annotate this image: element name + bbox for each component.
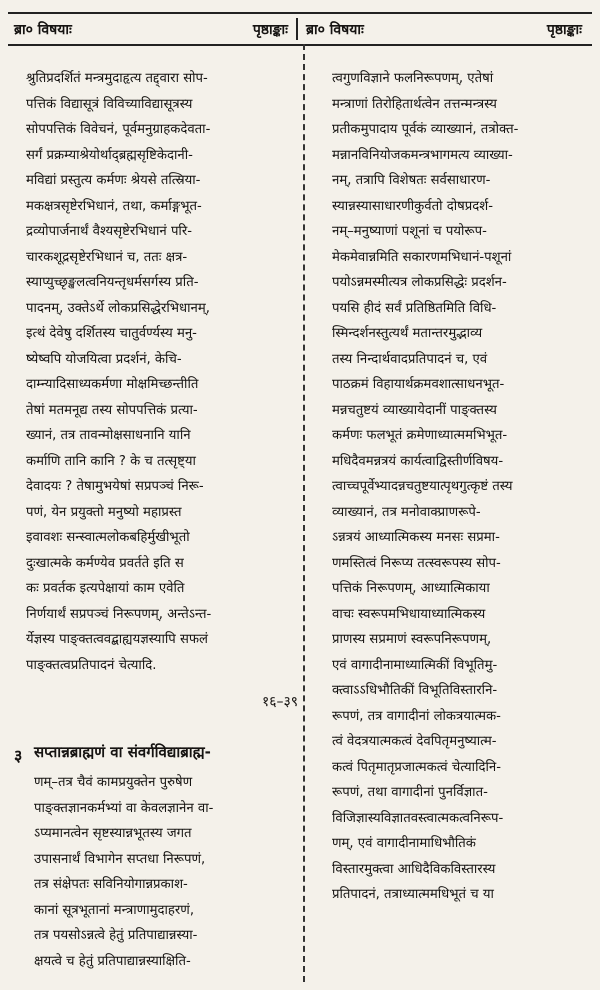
text-line: इत्थं देवेषु दर्शितस्य चातुर्वर्ण्यस्य मनु- [26,326,197,341]
text-line: क्षयत्वे च हेतुं प्रतिपाद्यान्नस्याक्षिति- [34,953,191,969]
entry-body [34,770,272,974]
text-line: निर्णयार्थं सप्रपञ्चं निरूपणम्, अन्तेऽन्त- [26,606,212,622]
text-line: तत्र संक्षेपतः सविनियोगान्नप्रकाश- [34,877,188,892]
text-line: त्वगुणविज्ञाने फलनिरूपणम्, एतेषां [332,71,494,86]
text-line: तेषां मतमनूद्य तस्य सोपपत्तिकं प्रत्या- [26,402,198,418]
text-line: देवादयः ? तेषामुभयेषां सप्रपञ्चं निरू- [26,479,204,494]
text-line: मधिदैवमन्नत्रयं कार्यत्वाद्विस्तीर्णविषय- [332,453,504,469]
text-line: सोपपत्तिकं विवेचनं, पूर्वमनुग्राहकदेवता- [26,122,211,137]
text-line: उपासनार्थं विभागेन सप्तधा निरूपणं, [34,851,206,867]
text-line: द्रव्योपार्जनार्थं वैश्यसृष्टेरभिधानं परि- [26,224,192,239]
text-line: तस्य निन्दार्थवादप्रतिपादनं च, एवं [332,351,488,367]
text-line: मविद्यां प्रस्तुत्य कर्मणः श्रेयसे तत्स्रिया- [26,173,201,188]
page-reference: १६–३९ [261,694,299,710]
text-line: पाठक्रमं विहायार्थक्रमवशात्साधनभूत- [332,377,505,392]
text-line: ऽप्यमानत्वेन सृष्टस्यान्नभूतस्य जगत [34,826,192,841]
text-line: मेकमेवान्नमिति सकारणमभिधानं-पशूनां [332,249,512,265]
text-line: तत्र पयसोऽन्नत्वे हेतुं प्रतिपाद्यान्नस्या- [34,928,198,943]
text-line: सर्गं प्रक्रम्याश्रेयोर्थाद्ब्रह्मसृष्टिकेदानी- [26,147,193,163]
text-line: दुःखात्मके कर्मण्येव प्रवर्तते इति स [26,555,184,571]
entry-title: सप्तान्नब्राह्मणं वा संवर्गविद्याब्राह्म- [34,743,211,761]
header-left-subject: ब्रा० विषयाः [14,21,72,38]
text-line: त्वाच्चपूर्वेभ्यादन्नचतुष्टयात्पृथगुत्कृष्टं तस्य [332,479,513,494]
header-right-subject: ब्रा० विषयाः [306,21,364,38]
table-header [8,12,592,46]
text-line: ष्येष्वपि योजयित्वा प्रदर्शनं, केचि- [26,351,182,367]
text-line: रूपणं, तथा वागादीनां पुनर्विज्ञात- [332,785,488,800]
right-column-text [332,66,570,908]
text-line: विस्तारमुक्त्वा आधिदैविकविस्तारस्य [332,861,496,877]
text-line: र्येज्ञस्य पाङ्क्तत्ववद्बाह्ययज्ञस्यापि सफलं [26,632,208,647]
text-line: पयसि हीदं सर्वं प्रतिष्ठितमिति विधि- [332,300,497,316]
text-line: कानां सूत्रभूतानां मन्त्राणामुदाहरणं, [34,902,195,918]
text-line: णम्–तत्र चैवं कामप्रयुक्तेन पुरुषेण [34,775,193,790]
text-line: कर्माणि तानि कानि ? के च तत्सृष्ट्या [26,453,196,469]
text-line: कर्मणः फलभूतं क्रमेणाध्यात्ममभिभूत- [332,428,508,443]
text-line: वाचः स्वरूपमभिधायाध्यात्मिकस्य [332,606,486,622]
text-line: मन्नचतुष्टयं व्याख्यायेदानीं पाङ्क्तस्य [332,402,497,418]
column-divider [303,44,305,982]
text-line: पाङ्क्तत्वप्रतिपादनं चेत्यादि. [26,657,157,673]
text-line: ऽन्नत्रयं आध्यात्मिकस्य मनसः सप्रमा- [332,530,500,545]
text-line: पादनम्, उक्तेऽर्थे लोकप्रसिद्धेरभिधानम्, [26,300,210,316]
text-line: श्रुतिप्रदर्शितं मन्त्रमुदाहृत्य तद्द्वारा सोप- [26,71,208,86]
header-left [8,20,294,39]
text-line: ख्यानं, तत्र तावन्मोक्षसाधनानि यानि [26,428,191,443]
entry-number: ३ [14,746,23,765]
text-line: दाम्न्यादिसाध्यकर्मणा मोक्षमिच्छन्तीति [26,377,199,392]
text-line: पाङ्क्तज्ञानकर्मभ्यां वा केवलज्ञानेन वा- [34,800,214,816]
text-line: पणं, येन प्रयुक्तो मनुष्यो महाप्रस्त [26,504,182,520]
left-column-text [26,66,270,678]
text-line: पयोऽन्नमस्मीत्यत्र लोकप्रसिद्धेः प्रदर्शन- [332,275,507,290]
header-divider [296,18,298,40]
text-line: नम्–मनुष्याणां पशूनां च पयोरूप- [332,224,487,239]
text-line: प्राणस्य सप्रमाणं स्वरूपनिरूपणम्, [332,632,492,647]
text-line: चारकशूद्रसृष्टेरभिधानं च, ततः क्षत्र- [26,249,188,265]
text-line: मकक्षत्रसृष्टेरभिधानं, तथा, कर्माङ्गभूत- [26,198,202,214]
text-line: त्वं वेदत्रयात्मकत्वं देवपितृमनुष्यात्म- [332,734,497,749]
text-line: णमस्तित्वं निरूप्य तत्स्वरूपस्य सोप- [332,555,501,571]
text-line: पत्तिकं विद्यासूत्रं विविच्याविद्यासूत्रस्य [26,96,193,112]
text-line: प्रतीकमुपादाय पूर्वकं व्याख्यानं, तत्रोक्त- [332,122,519,137]
text-line: इवावशः सन्स्वात्मलोकबहिर्मुखीभूतो [26,530,190,545]
text-line: नम्, तत्रापि विशेषतः सर्वसाधारण- [332,173,491,188]
text-line: व्याख्यानं, तत्र मनोवाक्प्राणरूपे- [332,504,481,520]
text-line: मन्त्राणां तिरोहितार्थत्वेन तत्तन्मन्त्रस्य [332,96,497,112]
text-line: मन्नानविनियोजकमन्त्रभागमत्य व्याख्या- [332,147,513,163]
text-line: कः प्रवर्तक इत्यपेक्षायां काम एवेति [26,581,185,596]
text-line: विजिज्ञास्यविज्ञातवस्त्वात्मकत्वनिरूप- [332,810,504,826]
text-line: रूपणं, तत्र वागादीनां लोकत्रयात्मक- [332,708,501,724]
header-right [300,20,588,39]
header-right-pages: पृष्ठाङ्काः [546,21,582,38]
text-line: क्त्वाऽऽधिभौतिकीं विभूतिविस्तारनि- [332,683,498,698]
header-left-pages: पृष्ठाङ्काः [252,21,288,38]
text-line: णम्, एवं वागादीनामाधिभौतिकं [332,836,476,851]
text-line: प्रतिपादनं, तत्राध्यात्ममधिभूतं च या [332,887,494,902]
text-line: एवं वागादीनामाध्यात्मिकीं विभूतिमु- [332,657,498,673]
text-line: कत्वं पितृमातृप्रजात्मकत्वं चेत्यादिनि- [332,759,502,775]
text-line: स्याप्युच्छृङ्खलत्वनियन्तृधर्मसर्गस्य प्रति- [26,275,199,290]
text-line: स्मिन्दर्शनस्तुत्यर्थं मतान्तरमुद्भाव्य [332,326,483,341]
text-line: पत्तिकं निरूपणम्, आध्यात्मिकाया [332,581,490,596]
text-line: स्यान्नस्यासाधारणीकुर्वतो दोषप्रदर्श- [332,198,493,214]
